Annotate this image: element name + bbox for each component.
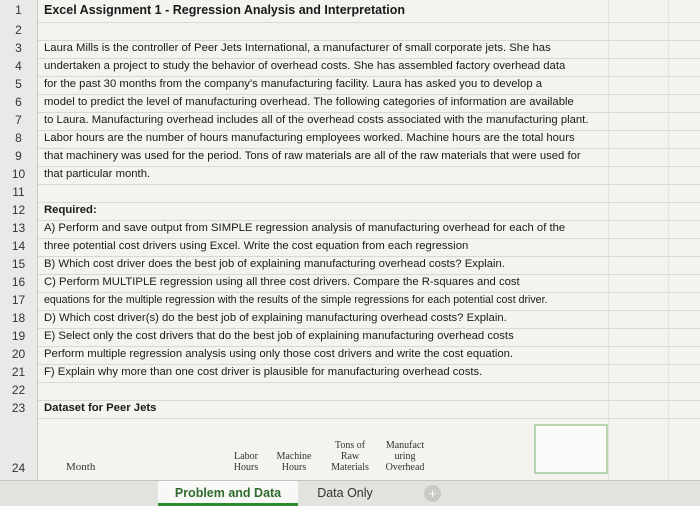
row-18[interactable] [0, 310, 700, 329]
row-number[interactable]: 23 [0, 400, 38, 418]
row-number[interactable]: 12 [0, 202, 38, 220]
add-sheet-icon[interactable]: + [424, 485, 441, 502]
row-number[interactable]: 10 [0, 166, 38, 184]
row-number[interactable]: 3 [0, 40, 38, 58]
row-number[interactable]: 8 [0, 130, 38, 148]
row-number[interactable]: 22 [0, 382, 38, 400]
cell-text[interactable]: A) Perform and save output from SIMPLE regression analysis of manufacturing overhead for each of the [44, 222, 566, 234]
header-line: Hours [281, 462, 307, 473]
row-15[interactable] [0, 256, 700, 275]
row-number[interactable]: 1 [0, 0, 38, 22]
cell-text[interactable]: C) Perform MULTIPLE regression using all three cost drivers. Compare the R-squares and cost [44, 276, 520, 288]
cell-text[interactable]: Laura Mills is the controller of Peer Jets International, a manufacturer of small corporate jets. She has [44, 42, 551, 54]
cell-text[interactable]: model to predict the level of manufacturing overhead. The following categories of information are available [44, 96, 574, 108]
row-number[interactable]: 16 [0, 274, 38, 292]
header-line: Labor [234, 451, 258, 462]
row-16[interactable] [0, 274, 700, 293]
row-number[interactable]: 21 [0, 364, 38, 382]
header-line: Overhead [385, 462, 425, 473]
row-number[interactable]: 4 [0, 58, 38, 76]
dataset-heading[interactable]: Dataset for Peer Jets [44, 402, 157, 414]
row-22[interactable] [0, 382, 700, 401]
row-number[interactable]: 24 [0, 418, 38, 480]
header-line: Machine [276, 451, 312, 462]
row-1[interactable] [0, 0, 700, 23]
cell-text[interactable]: Labor hours are the number of hours manufacturing employees worked. Machine hours are the total hours [44, 132, 575, 144]
header-machine-hours[interactable] [268, 451, 320, 473]
row-number[interactable]: 17 [0, 292, 38, 310]
cell-text[interactable]: for the past 30 months from the company's manufacturing facility. Laura has asked you to develop a [44, 78, 543, 90]
header-line: Raw [340, 451, 360, 462]
header-line: Manufact [385, 440, 425, 451]
row-number[interactable]: 7 [0, 112, 38, 130]
row-13[interactable] [0, 220, 700, 239]
cell-text[interactable]: E) Select only the cost drivers that do the best job of explaining manufacturing overhead costs [44, 330, 514, 342]
row-number[interactable]: 15 [0, 256, 38, 274]
header-labor-hours[interactable] [224, 451, 268, 473]
cell-text[interactable]: F) Explain why more than one cost driver is plausible for manufacturing overhead costs. [44, 366, 483, 378]
row-number[interactable]: 14 [0, 238, 38, 256]
tab-data-only[interactable]: Data Only [317, 486, 373, 500]
row-9[interactable] [0, 148, 700, 167]
header-line: Hours [233, 462, 259, 473]
cell-text[interactable]: that particular month. [44, 168, 151, 180]
tab-problem-and-data[interactable]: Problem and Data [158, 481, 298, 506]
row-number[interactable]: 5 [0, 76, 38, 94]
cell-text[interactable]: Perform multiple regression analysis using only those cost drivers and write the cost equation. [44, 348, 514, 360]
cell-text[interactable]: equations for the multiple regression with the results of the simple regressions for each potential cost driver. [44, 294, 548, 306]
assignment-title[interactable]: Excel Assignment 1 - Regression Analysis and Interpretation [44, 3, 405, 17]
row-number[interactable]: 11 [0, 184, 38, 202]
row-number[interactable]: 9 [0, 148, 38, 166]
row-14[interactable] [0, 238, 700, 257]
row-7[interactable] [0, 112, 700, 131]
row-6[interactable] [0, 94, 700, 113]
row-23[interactable] [0, 400, 700, 419]
row-8[interactable] [0, 130, 700, 149]
header-manufacturing-overhead[interactable] [378, 440, 432, 473]
row-number[interactable]: 18 [0, 310, 38, 328]
row-number[interactable]: 6 [0, 94, 38, 112]
cell-text[interactable]: three potential cost drivers using Excel. Write the cost equation from each regression [44, 240, 469, 252]
required-heading[interactable]: Required: [44, 204, 97, 216]
row-11[interactable] [0, 184, 700, 203]
selected-cell-box[interactable] [534, 424, 608, 474]
row-3[interactable] [0, 40, 700, 59]
row-12[interactable] [0, 202, 700, 221]
cell-text[interactable]: to Laura. Manufacturing overhead includes all of the overhead costs associated with the manufacturing plant. [44, 114, 589, 126]
header-tons-raw-materials[interactable] [322, 440, 378, 473]
sheet-tab-bar [0, 480, 700, 506]
row-number[interactable]: 2 [0, 22, 38, 40]
row-2[interactable] [0, 22, 700, 41]
row-5[interactable] [0, 76, 700, 95]
header-month[interactable]: Month [66, 461, 96, 473]
row-10[interactable] [0, 166, 700, 185]
cell-text[interactable]: that machinery was used for the period. Tons of raw materials are all of the raw materials that were used for [44, 150, 581, 162]
row-4[interactable] [0, 58, 700, 77]
header-line: uring [394, 451, 416, 462]
row-17[interactable] [0, 292, 700, 311]
row-19[interactable] [0, 328, 700, 347]
row-21[interactable] [0, 364, 700, 383]
row-number[interactable]: 19 [0, 328, 38, 346]
cell-text[interactable]: D) Which cost driver(s) do the best job of explaining manufacturing overhead costs? Explain. [44, 312, 507, 324]
header-line: Materials [331, 462, 369, 473]
row-20[interactable] [0, 346, 700, 365]
cell-text[interactable]: undertaken a project to study the behavior of overhead costs. She has assembled factory overhead data [44, 60, 566, 72]
cell-text[interactable]: B) Which cost driver does the best job of explaining manufacturing overhead costs? Explain. [44, 258, 505, 270]
row-number[interactable]: 20 [0, 346, 38, 364]
header-line: Tons of [334, 440, 366, 451]
row-number[interactable]: 13 [0, 220, 38, 238]
